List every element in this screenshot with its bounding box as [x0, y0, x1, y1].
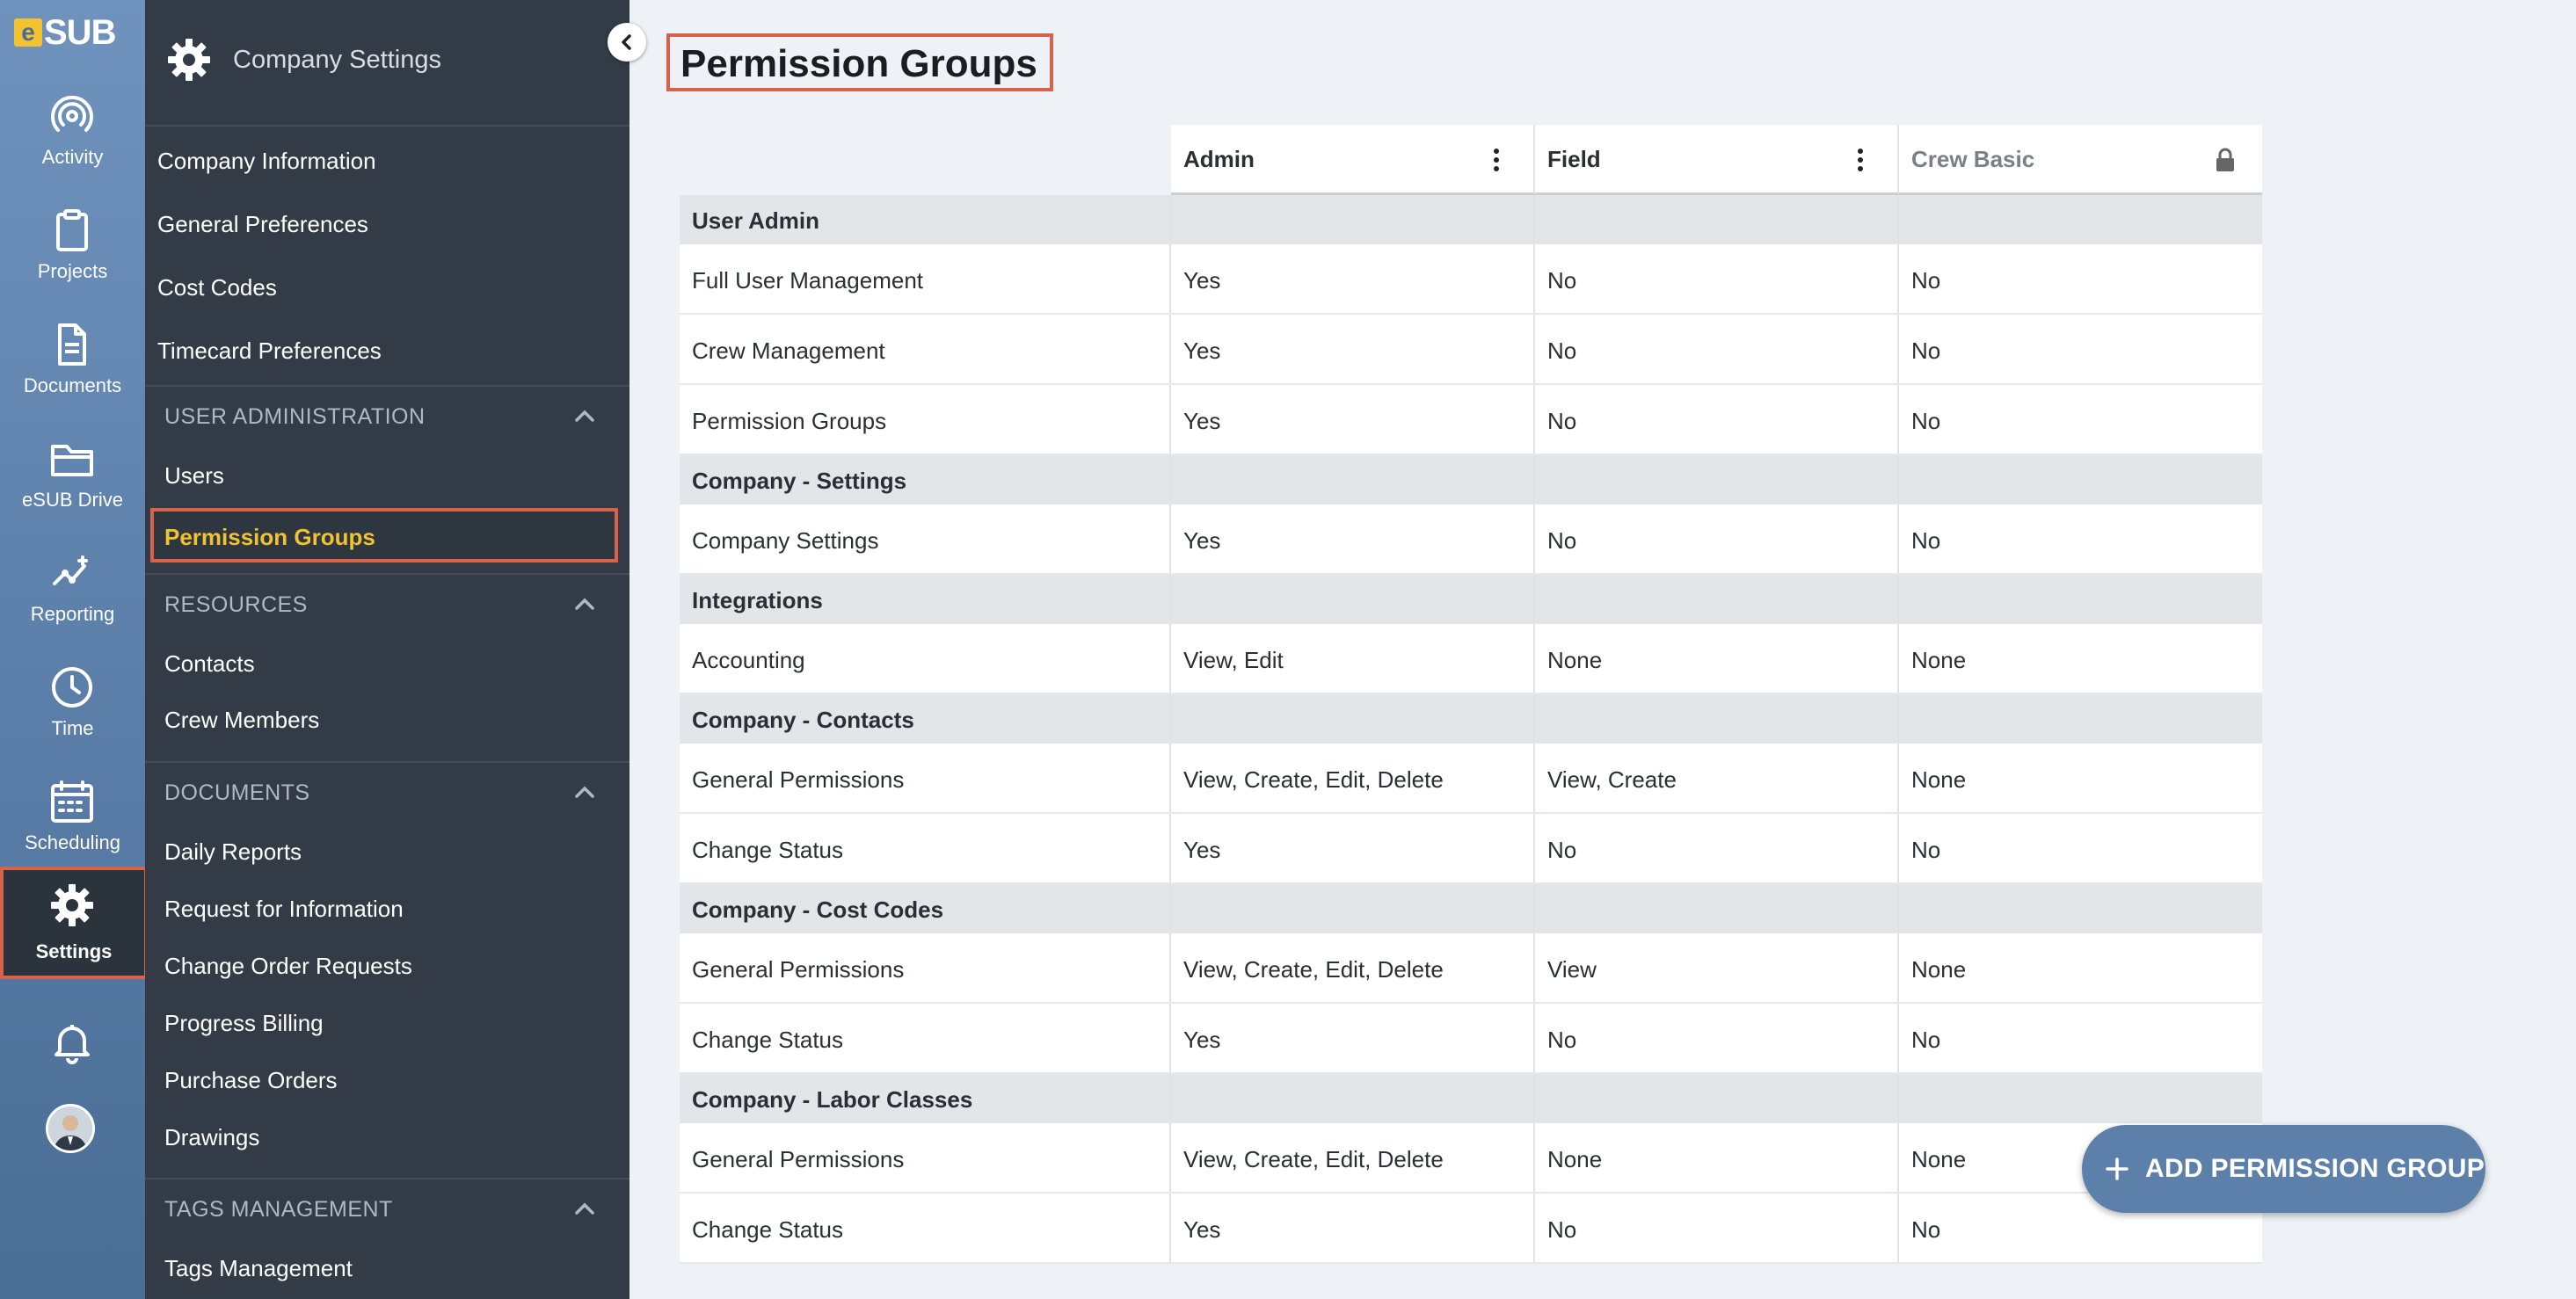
- rail-item-label: Projects: [37, 260, 108, 282]
- permission-value-cell: [1899, 814, 2262, 882]
- permission-value-cell: [1899, 504, 2262, 573]
- table-section-row: [680, 694, 2262, 744]
- page-title-box: [666, 33, 1053, 91]
- sidebar-link-contacts[interactable]: Contacts: [164, 650, 255, 677]
- user-photo-icon: [48, 1107, 92, 1150]
- section-label-cell: [680, 884, 1171, 933]
- section-filler-cell: [1899, 884, 2262, 933]
- permission-value-cell: [1535, 814, 1899, 882]
- permission-value: Yes: [1183, 527, 1221, 554]
- page-title: Permission Groups: [680, 42, 1037, 85]
- section-label-cell: [680, 195, 1171, 244]
- permission-value-cell: [1171, 1004, 1535, 1072]
- table-row: [680, 504, 2262, 575]
- permission-label-cell: [680, 504, 1171, 573]
- document-icon: [49, 322, 95, 367]
- permission-value: View, Create: [1547, 766, 1677, 793]
- permission-value: Yes: [1183, 837, 1221, 863]
- permission-value: None: [1547, 1146, 1603, 1172]
- sidebar-link-request-for-information[interactable]: Request for Information: [164, 896, 404, 922]
- permission-value: No: [1911, 1027, 1941, 1053]
- table-row: [680, 744, 2262, 814]
- permission-value-cell: [1535, 1194, 1899, 1262]
- gear-icon: [166, 37, 212, 83]
- section-title: DOCUMENTS: [164, 780, 310, 805]
- table-row: [680, 1194, 2262, 1264]
- table-section-row: [680, 455, 2262, 504]
- permission-value: View, Edit: [1183, 647, 1284, 673]
- calendar-icon: [49, 779, 95, 824]
- clipboard-icon: [49, 207, 95, 253]
- permission-value: No: [1547, 1027, 1577, 1053]
- section-filler-cell: [1535, 195, 1899, 244]
- add-permission-group-label: ADD PERMISSION GROUP: [2145, 1154, 2485, 1183]
- sidebar-link-drawings[interactable]: Drawings: [164, 1124, 260, 1150]
- sidebar-link-timecard-preferences[interactable]: Timecard Preferences: [157, 337, 382, 364]
- permission-value: Yes: [1183, 1027, 1221, 1053]
- permission-value-cell: [1535, 933, 1899, 1002]
- chevron-up-icon: [573, 1199, 596, 1218]
- permission-value: None: [1911, 956, 1967, 983]
- permission-value: No: [1911, 408, 1941, 434]
- section-label: Company - Contacts: [692, 707, 914, 733]
- permission-label-cell: [680, 814, 1171, 882]
- table-row: [680, 1123, 2262, 1194]
- table-section-row: [680, 884, 2262, 933]
- activity-icon: [49, 93, 95, 139]
- section-label: Company - Cost Codes: [692, 896, 944, 923]
- permission-value: No: [1911, 837, 1941, 863]
- section-label: Company - Settings: [692, 468, 907, 494]
- permission-label-cell: [680, 244, 1171, 313]
- permission-value-cell: [1535, 624, 1899, 693]
- section-filler-cell: [1899, 195, 2262, 244]
- permission-value: Yes: [1183, 408, 1221, 434]
- folder-icon: [49, 436, 95, 482]
- permission-label: Company Settings: [692, 527, 879, 554]
- table-row: [680, 244, 2262, 315]
- chevron-left-icon: [618, 33, 636, 51]
- esub-logo[interactable]: [14, 12, 115, 53]
- permission-label-cell: [680, 624, 1171, 693]
- permission-value: Yes: [1183, 267, 1221, 294]
- column-header-label: Field: [1547, 146, 1601, 172]
- permission-value: Yes: [1183, 337, 1221, 364]
- permission-label: Crew Management: [692, 337, 885, 364]
- permission-value-cell: [1535, 315, 1899, 383]
- section-title: RESOURCES: [164, 592, 308, 617]
- sidebar-link-progress-billing[interactable]: Progress Billing: [164, 1010, 324, 1036]
- rail-item-esub-drive[interactable]: [0, 425, 145, 531]
- chevron-up-icon: [573, 406, 596, 425]
- permission-value: No: [1911, 1216, 1941, 1243]
- table-section-row: [680, 1074, 2262, 1123]
- permission-label-cell: [680, 315, 1171, 383]
- column-header-crew-basic: [1899, 125, 2262, 195]
- permission-label-cell: [680, 1123, 1171, 1192]
- section-filler-cell: [1899, 575, 2262, 624]
- permission-value: None: [1911, 1146, 1967, 1172]
- sidebar-section-user-administration[interactable]: [145, 385, 629, 443]
- rail-item-label: Activity: [41, 146, 104, 168]
- permission-value: Yes: [1183, 1216, 1221, 1243]
- rail-item-projects[interactable]: [0, 197, 145, 302]
- rail-item-time[interactable]: [0, 654, 145, 759]
- permission-value-cell: [1535, 1123, 1899, 1192]
- sidebar-title: Company Settings: [233, 46, 441, 74]
- more-vertical-icon[interactable]: [1482, 146, 1510, 174]
- permission-value-cell: [1899, 244, 2262, 313]
- permission-value-cell: [1171, 1123, 1535, 1192]
- section-filler-cell: [1899, 694, 2262, 744]
- permission-label: Change Status: [692, 837, 844, 863]
- permission-value-cell: [1171, 385, 1535, 454]
- permission-value: None: [1547, 647, 1603, 673]
- permission-value: No: [1547, 1216, 1577, 1243]
- plus-icon: [2105, 1157, 2129, 1181]
- rail-item-label: Reporting: [30, 603, 115, 625]
- chevron-up-icon: [573, 594, 596, 613]
- permission-value-cell: [1171, 1194, 1535, 1262]
- permission-label: Permission Groups: [692, 408, 887, 434]
- permission-value-cell: [1171, 814, 1535, 882]
- column-header-admin: [1171, 125, 1535, 195]
- table-section-row: [680, 575, 2262, 624]
- permission-value: No: [1911, 267, 1941, 294]
- column-header-label: Crew Basic: [1911, 146, 2035, 172]
- section-filler-cell: [1171, 575, 1535, 624]
- rail-item-label: eSUB Drive: [22, 489, 123, 511]
- table-row: [680, 1004, 2262, 1074]
- permission-label-cell: [680, 744, 1171, 812]
- permission-value: No: [1911, 527, 1941, 554]
- section-label: Integrations: [692, 587, 823, 613]
- section-filler-cell: [1171, 694, 1535, 744]
- sidebar-link-cost-codes[interactable]: Cost Codes: [157, 274, 277, 301]
- permission-label-cell: [680, 385, 1171, 454]
- logo-text: SUB: [44, 12, 116, 52]
- section-filler-cell: [1171, 195, 1535, 244]
- permission-value: View, Create, Edit, Delete: [1183, 766, 1444, 793]
- permission-label: Change Status: [692, 1027, 844, 1053]
- table-row: [680, 624, 2262, 694]
- permission-value-cell: [1171, 933, 1535, 1002]
- permission-value-cell: [1171, 624, 1535, 693]
- sidebar-link-users[interactable]: Users: [164, 462, 224, 489]
- permission-value-cell: [1535, 744, 1899, 812]
- permission-value: None: [1911, 647, 1967, 673]
- permission-value-cell: [1171, 244, 1535, 313]
- column-header-field: [1535, 125, 1899, 195]
- add-permission-group-button[interactable]: [2082, 1125, 2485, 1213]
- column-header-label: Admin: [1183, 146, 1255, 172]
- permission-label: General Permissions: [692, 766, 905, 793]
- table-row: [680, 814, 2262, 884]
- app-rail: [0, 0, 145, 1299]
- sidebar-link-label: Permission Groups: [164, 524, 375, 550]
- permission-value: View: [1547, 956, 1597, 983]
- permission-value-cell: [1899, 624, 2262, 693]
- avatar[interactable]: [46, 1104, 95, 1153]
- permission-value-cell: [1171, 504, 1535, 573]
- section-label-cell: [680, 575, 1171, 624]
- permission-value-cell: [1535, 244, 1899, 313]
- permission-value: None: [1911, 766, 1967, 793]
- table-row: [680, 385, 2262, 455]
- permission-value-cell: [1535, 504, 1899, 573]
- permission-value-cell: [1899, 744, 2262, 812]
- section-label-cell: [680, 1074, 1171, 1123]
- permission-value: No: [1547, 408, 1577, 434]
- sidebar-link-permission-groups[interactable]: [150, 508, 618, 562]
- section-label-cell: [680, 694, 1171, 744]
- more-vertical-icon[interactable]: [1846, 146, 1874, 174]
- rail-item-settings[interactable]: [0, 867, 148, 979]
- rail-item-documents[interactable]: [0, 311, 145, 417]
- section-filler-cell: [1535, 1074, 1899, 1123]
- permission-label: General Permissions: [692, 956, 905, 983]
- section-filler-cell: [1535, 694, 1899, 744]
- permission-label: General Permissions: [692, 1146, 905, 1172]
- section-filler-cell: [1535, 884, 1899, 933]
- table-row: [680, 315, 2262, 385]
- permission-value-cell: [1899, 385, 2262, 454]
- section-filler-cell: [1171, 884, 1535, 933]
- permission-label: Accounting: [692, 647, 805, 673]
- section-filler-cell: [1171, 1074, 1535, 1123]
- permission-value: No: [1547, 267, 1577, 294]
- sidebar-link-daily-reports[interactable]: Daily Reports: [164, 838, 302, 865]
- permission-label: Change Status: [692, 1216, 844, 1243]
- rail-item-activity[interactable]: [0, 83, 145, 188]
- rail-item-reporting[interactable]: [0, 540, 145, 645]
- chevron-up-icon: [573, 782, 596, 802]
- logo-e: e: [14, 18, 42, 47]
- section-filler-cell: [1171, 455, 1535, 504]
- permission-label: Full User Management: [692, 267, 923, 294]
- permission-value-cell: [1535, 385, 1899, 454]
- lock-icon: [2211, 146, 2239, 174]
- sidebar-link-change-order-requests[interactable]: Change Order Requests: [164, 953, 412, 979]
- section-label-cell: [680, 455, 1171, 504]
- permission-label-cell: [680, 1004, 1171, 1072]
- rail-item-scheduling[interactable]: [0, 768, 145, 874]
- rail-item-label: Scheduling: [25, 831, 120, 853]
- bell-icon[interactable]: [49, 1020, 95, 1065]
- gear-icon: [49, 882, 95, 928]
- permission-value-cell: [1535, 1004, 1899, 1072]
- section-label: Company - Labor Classes: [692, 1086, 973, 1113]
- settings-sidebar: [145, 0, 629, 1299]
- section-title: USER ADMINISTRATION: [164, 404, 426, 429]
- sidebar-section-resources[interactable]: [145, 573, 629, 631]
- permission-value-cell: [1171, 315, 1535, 383]
- table-row: [680, 933, 2262, 1004]
- permission-value-cell: [1171, 744, 1535, 812]
- section-filler-cell: [1899, 1074, 2262, 1123]
- permission-value-cell: [1899, 315, 2262, 383]
- sidebar-section-documents[interactable]: [145, 761, 629, 819]
- section-filler-cell: [1535, 455, 1899, 504]
- permission-value: View, Create, Edit, Delete: [1183, 956, 1444, 983]
- permission-value: No: [1547, 837, 1577, 863]
- permission-value: No: [1547, 527, 1577, 554]
- section-label: User Admin: [692, 207, 819, 234]
- sidebar-link-tags-management[interactable]: Tags Management: [164, 1255, 353, 1281]
- permission-value: View, Create, Edit, Delete: [1183, 1146, 1444, 1172]
- section-filler-cell: [1535, 575, 1899, 624]
- permission-value-cell: [1899, 1004, 2262, 1072]
- rail-item-label: Time: [51, 717, 94, 739]
- chart-line-icon: [49, 550, 95, 596]
- sidebar-link-crew-members[interactable]: Crew Members: [164, 707, 320, 733]
- sidebar-section-tags-management[interactable]: [145, 1178, 629, 1236]
- permission-label-cell: [680, 1194, 1171, 1262]
- section-filler-cell: [1899, 455, 2262, 504]
- permission-value: No: [1911, 337, 1941, 364]
- sidebar-link-purchase-orders[interactable]: Purchase Orders: [164, 1067, 338, 1093]
- permission-value-cell: [1899, 933, 2262, 1002]
- sidebar-header: [145, 0, 629, 127]
- clock-icon: [49, 664, 95, 710]
- permission-label-cell: [680, 933, 1171, 1002]
- rail-item-label: Documents: [23, 374, 122, 396]
- table-section-row: [680, 195, 2262, 244]
- permission-value: No: [1547, 337, 1577, 364]
- section-title: TAGS MANAGEMENT: [164, 1197, 393, 1222]
- sidebar-link-general-preferences[interactable]: General Preferences: [157, 211, 368, 237]
- sidebar-link-company-information[interactable]: Company Information: [157, 148, 376, 174]
- rail-item-label: Settings: [35, 940, 113, 962]
- collapse-sidebar-button[interactable]: [608, 23, 646, 62]
